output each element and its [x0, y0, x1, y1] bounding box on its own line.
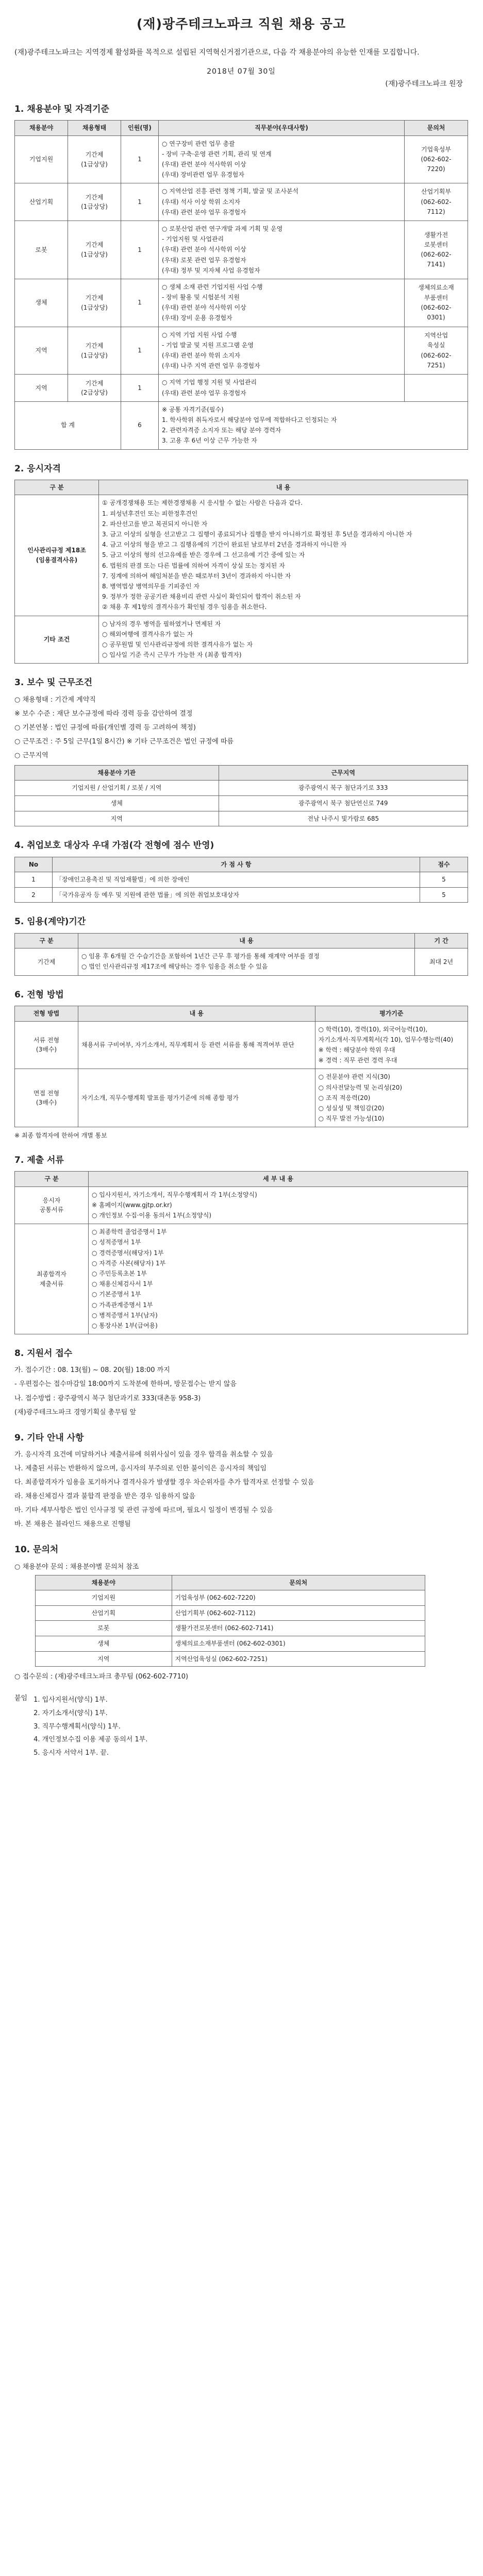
position-duties: [159, 327, 405, 375]
table-row: [15, 781, 468, 796]
position-duties: [159, 375, 405, 401]
position-duties: [159, 221, 405, 279]
selection-content: 채용서류 구비여부, 자기소개서, 직무계획서 등 관련 서류를 통해 적격여부 판단: [78, 1021, 315, 1069]
criteria-line: ○ 직무 발전 가능성(10): [318, 1115, 385, 1123]
section-2-heading: 2. 응시자격: [14, 463, 61, 474]
duty-line: (우대) 로봇 관련 업무 유경험자: [162, 256, 246, 264]
eligibility-line: ② 채용 후 제1항의 결격사유가 확인될 경우 임용을 취소한다.: [102, 603, 267, 611]
table-row: [15, 221, 468, 279]
document-group: 최종합격자 제출서류: [15, 1224, 89, 1334]
column-header: 세 부 내 용: [89, 1172, 468, 1187]
contact-info: 생활가전로봇센터 (062-602-7141): [172, 1621, 425, 1636]
total-label: 합 계: [15, 401, 121, 449]
section-4-heading: 4. 취업보호 대상자 우대 가점(각 전형에 점수 반영): [14, 840, 214, 851]
work-location-table: [14, 765, 468, 826]
contact-table: [35, 1575, 425, 1667]
column-header: 내 용: [78, 1006, 315, 1022]
period-label: 기간제: [15, 948, 78, 975]
table-row: [36, 1651, 425, 1667]
table-row: [36, 1605, 425, 1621]
notice-date: 2018년 07월 30일: [207, 67, 276, 76]
column-header: 채용형태: [68, 121, 121, 136]
application-line: - 우편접수는 접수마감일 18:00까지 도착분에 한하며, 방문접수는 받지 않음: [14, 1380, 237, 1388]
location-field: 생체: [15, 796, 219, 811]
position-type: 기간제 (2급상당): [68, 375, 121, 401]
column-header: 점수: [420, 857, 468, 872]
condition-line: ○ 근무지역: [14, 751, 48, 759]
bonus-item: 「국가유공자 등 예우 및 지원에 관한 법률」에 의한 취업보호대상자: [53, 887, 420, 903]
notice-line: 마. 기타 세부사항은 법인 인사규정 및 관련 규정에 따르며, 필요시 일정이 변경될 수 있음: [14, 1506, 273, 1515]
period-line: ○ 임용 후 6개월 간 수습기간을 포함하여 1년간 근무 후 평가를 통해 재계약 여부를 결정: [81, 953, 320, 960]
position-type: 기간제 (1급상당): [68, 221, 121, 279]
document-group: 응시자 공통서류: [15, 1187, 89, 1224]
attachment-line: 5. 응시자 서약서 1부. 끝.: [34, 1749, 109, 1757]
application-line: (재)광주테크노파크 경영기획실 총무팀 앞: [14, 1408, 137, 1416]
eligibility-line: 2. 파산선고를 받고 복권되지 아니한 자: [102, 520, 208, 528]
duty-line: ○ 로봇산업 관련 연구개발 과제 기획 및 운영: [162, 225, 283, 232]
attachments-label: 붙임: [14, 1694, 28, 1703]
eligibility-content: [99, 495, 468, 616]
note-line: 2. 관련자격증 소지자 또는 해당 분야 경력자: [162, 427, 281, 434]
column-header: 문의처: [172, 1575, 425, 1590]
condition-line: ○ 근무조건 : 주 5일 근무(1일 8시간) ※ 기타 근무조건은 법인 규정에 따름: [14, 737, 234, 745]
table-row: [15, 811, 468, 826]
position-field: 생체: [15, 279, 68, 327]
column-header: 구 분: [15, 933, 78, 948]
eligibility-line: 9. 정부가 정한 공공기관 채용비리 관련 사실이 확인되어 합격이 취소된 자: [102, 593, 301, 601]
position-type: 기간제 (1급상당): [68, 279, 121, 327]
column-header: 가 점 사 항: [53, 857, 420, 872]
position-field: 지역: [15, 327, 68, 375]
notice-line: 가. 응시자격 요건에 미달하거나 제출서류에 허위사실이 있을 경우 합격을 취소할 수 있음: [14, 1450, 273, 1459]
page-title: (재)광주테크노파크 직원 채용 공고: [136, 16, 346, 31]
position-duties: [159, 135, 405, 183]
selection-method-table: [14, 1006, 468, 1127]
criteria-line: ○ 성실성 및 책임감(20): [318, 1104, 385, 1112]
table-row: [15, 183, 468, 221]
notes-lines: [14, 1449, 468, 1531]
general-contact: ○ 접수문의 : (재)광주테크노파크 총무팀 (062-602-7710): [14, 1673, 189, 1681]
documents-table: [14, 1171, 468, 1334]
document-line: ○ 입사지원서, 자기소개서, 직무수행계획서 각 1부(소정양식): [92, 1191, 257, 1198]
duty-line: (우대) 관련 분야 석사학위 이상: [162, 246, 246, 253]
column-header: 평가기준: [315, 1006, 468, 1022]
table-row: [15, 872, 468, 888]
position-field: 로봇: [15, 221, 68, 279]
eligibility-line: ○ 입사일 기준 즉시 근무가 가능한 자 (최종 합격자): [102, 651, 242, 659]
criteria-line: ※ 학력 : 해당분야 학위 우대: [318, 1046, 395, 1054]
criteria-line: 자기소개서·직무계획서(각 10), 업무수행능력(40): [318, 1036, 454, 1043]
duty-line: ○ 생체 소재 관련 기업지원 사업 수행: [162, 283, 263, 291]
section-8-heading: 8. 지원서 접수: [14, 1348, 73, 1359]
section-1-heading: 1. 채용분야 및 자격기준: [14, 104, 109, 114]
contact-intro: ○ 채용분야 문의 : 채용분야별 문의처 참조: [14, 1563, 139, 1571]
column-header: 근무지역: [219, 765, 468, 781]
period-value: 최대 2년: [415, 948, 468, 975]
table-row: [15, 327, 468, 375]
duty-line: (우대) 장비 운용 유경험자: [162, 314, 232, 322]
eligibility-line: 1. 피성년후견인 또는 피한정후견인: [102, 510, 198, 517]
period-line: ○ 법인 인사관리규정 제17조에 해당하는 경우 임용을 취소할 수 있음: [81, 963, 268, 971]
document-list: [89, 1224, 468, 1334]
location-place: 광주광역시 북구 첨단과기로 333: [219, 781, 468, 796]
table-row: [15, 1187, 468, 1224]
table-row: [36, 1636, 425, 1651]
position-contact: 지역산업 육성실 (062-602- 7251): [405, 327, 468, 375]
duty-line: (우대) 관련 분야 석사학위 이상: [162, 161, 246, 168]
bonus-item: 「장애인고용촉진 및 직업재활법」에 의한 장애인: [53, 872, 420, 888]
contact-field: 산업기획: [36, 1605, 172, 1621]
duty-line: ○ 연구장비 관련 업무 총괄: [162, 140, 235, 147]
column-header: 기 간: [415, 933, 468, 948]
period-content: [78, 948, 415, 975]
location-field: 지역: [15, 811, 219, 826]
document-list: [89, 1187, 468, 1224]
duty-line: (우대) 정부 및 지자체 사업 유경험자: [162, 266, 260, 274]
notice-line: 라. 채용신체검사 결과 불합격 판정을 받은 경우 임용하지 않음: [14, 1493, 196, 1501]
note-line: 3. 고용 후 6년 이상 근무 가능한 자: [162, 437, 257, 445]
duty-line: ○ 지역산업 진흥 관련 정책 기획, 발굴 및 조사분석: [162, 188, 299, 195]
document-line: ○ 성적증명서 1부: [92, 1239, 141, 1246]
condition-line: ※ 보수 수준 : 재단 보수규정에 따라 경력 등을 감안하여 결정: [14, 709, 193, 718]
position-count: 1: [121, 327, 159, 375]
attachment-line: 3. 직무수행계획서(양식) 1부.: [34, 1722, 121, 1731]
duty-line: (우대) 석사 이상 학위 소지자: [162, 198, 241, 206]
eligibility-label: 인사관리규정 제18조 (임용결격사유): [15, 495, 99, 616]
bonus-no: 2: [15, 887, 53, 903]
criteria-line: ※ 경력 : 직무 관련 경력 우대: [318, 1057, 397, 1064]
duty-line: - 기업지원 및 사업관리: [162, 235, 224, 243]
eligibility-line: ○ 해외여행에 결격사유가 없는 자: [102, 630, 193, 638]
attachment-line: 4. 개인정보수집 이용 제공 동의서 1부.: [34, 1736, 148, 1744]
criteria-line: ○ 의사전달능력 및 논리성(20): [318, 1083, 403, 1091]
duty-line: - 장비 활용 및 시험분석 지원: [162, 294, 240, 301]
eligibility-line: 6. 법원의 판결 또는 다른 법률에 의하여 자격이 상실 또는 정지된 자: [102, 562, 285, 569]
document-line: ○ 가족관계증명서 1부: [92, 1301, 153, 1309]
column-header: 내 용: [78, 933, 415, 948]
position-contact: [405, 375, 468, 401]
position-type: 기간제 (1급상당): [68, 327, 121, 375]
table-row: [15, 495, 468, 616]
table-row: [15, 279, 468, 327]
condition-line: ○ 채용형태 : 기간제 계약직: [14, 696, 96, 704]
duty-line: (우대) 나주 지역 관련 업무 유경험자: [162, 362, 260, 370]
column-header: No: [15, 857, 53, 872]
column-header: 전형 방법: [15, 1006, 78, 1022]
position-duties: [159, 183, 405, 221]
table-row: [15, 135, 468, 183]
total-count: 6: [121, 401, 159, 449]
duty-line: (우대) 관련 분야 학위 소지자: [162, 352, 241, 360]
eligibility-line: 3. 금고 이상의 실형을 선고받고 그 집행이 종료되거나 집행을 받지 아니하기로 확정된 후 5년을 경과하지 아니한 자: [102, 531, 412, 538]
duty-line: (우대) 관련 분야 업무 유경험자: [162, 208, 246, 216]
table-row: [15, 1069, 468, 1127]
attachments: [14, 1692, 147, 1761]
duty-line: - 기업 발굴 및 지원 프로그램 운영: [162, 341, 254, 349]
position-count: 1: [121, 279, 159, 327]
note-line: 1. 학사학위 취득자로서 해당분야 업무에 적합하다고 인정되는 자: [162, 416, 337, 423]
document-line: ○ 자격증 사본(해당자) 1부: [92, 1259, 166, 1267]
selection-criteria: [315, 1021, 468, 1069]
column-header: 문의처: [405, 121, 468, 136]
attachment-line: 1. 입사지원서(양식) 1부.: [34, 1696, 108, 1704]
section-9-heading: 9. 기타 안내 사항: [14, 1432, 84, 1443]
document-line: ○ 채용신체검사서 1부: [92, 1280, 153, 1288]
bonus-score: 5: [420, 887, 468, 903]
attachment-line: 2. 자기소개서(양식) 1부.: [34, 1709, 108, 1717]
application-lines: [14, 1364, 468, 1418]
selection-note: ※ 최종 합격자에 한하여 개별 통보: [14, 1132, 107, 1140]
contact-field: 로봇: [36, 1621, 172, 1636]
position-contact: 산업기획부 (062-602- 7112): [405, 183, 468, 221]
total-note: [159, 401, 468, 449]
eligibility-line: 5. 금고 이상의 형의 선고유예를 받은 경우에 그 선고유예 기간 중에 있는 자: [102, 551, 305, 559]
document-line: ○ 최종학력 졸업증명서 1부: [92, 1228, 167, 1236]
condition-line: ○ 기본연봉 : 법인 규정에 따름(개인별 경력 등 고려하여 책정): [14, 723, 196, 732]
eligibility-line: ① 공개경쟁채용 또는 제한경쟁채용 시 응시할 수 없는 사람은 다음과 같다.: [102, 499, 303, 507]
section-5-heading: 5. 임용(계약)기간: [14, 917, 86, 927]
position-count: 1: [121, 221, 159, 279]
contact-info: 산업기획부 (062-602-7112): [172, 1605, 425, 1621]
attachments-list: [34, 1692, 147, 1761]
position-field: 기업지원: [15, 135, 68, 183]
note-line: ※ 공통 자격기준(필수): [162, 405, 224, 413]
table-row: [15, 1224, 468, 1334]
application-line: 가. 접수기간 : 08. 13(월) ~ 08. 20(월) 18:00 까지: [14, 1366, 170, 1375]
eligibility-line: 8. 병역법상 병역의무를 기피중인 자: [102, 582, 199, 590]
document-line: ○ 통장사본 1부(급여용): [92, 1321, 158, 1329]
selection-content: 자기소개, 직무수행계획 발표를 평가기준에 의해 종합 평가: [78, 1069, 315, 1127]
position-field: 지역: [15, 375, 68, 401]
duty-line: (우대) 관련 분야 업무 유경험자: [162, 389, 246, 397]
bonus-score: 5: [420, 872, 468, 888]
position-count: 1: [121, 375, 159, 401]
column-header: 인원(명): [121, 121, 159, 136]
table-row: [15, 1021, 468, 1069]
section-7-heading: 7. 제출 서류: [14, 1155, 64, 1165]
eligibility-content: [99, 616, 468, 664]
position-duties: [159, 279, 405, 327]
notice-line: 바. 본 채용은 블라인드 채용으로 진행됨: [14, 1520, 131, 1529]
position-contact: 생체의료소재 부품센터 (062-602- 0301): [405, 279, 468, 327]
table-row: [36, 1590, 425, 1606]
document-line: ○ 개인정보 수집·이용 동의서 1부(소정양식): [92, 1212, 212, 1219]
table-row: [15, 375, 468, 401]
section-6-heading: 6. 전형 방법: [14, 989, 64, 1000]
position-type: 기간제 (1급상당): [68, 135, 121, 183]
position-count: 1: [121, 135, 159, 183]
table-row: [36, 1621, 425, 1636]
contact-field: 생체: [36, 1636, 172, 1651]
notice-line: 나. 제출된 서류는 반환하지 않으며, 응시자의 부주의로 인한 불이익은 응시자의 책임임: [14, 1464, 267, 1472]
positions-table: [14, 120, 468, 449]
duty-line: ○ 지역 기업 지원 사업 수행: [162, 331, 237, 338]
position-type: 기간제 (1급상당): [68, 183, 121, 221]
column-header: 채용분야: [36, 1575, 172, 1590]
selection-criteria: [315, 1069, 468, 1127]
contact-info: 기업육성부 (062-602-7220): [172, 1590, 425, 1606]
table-row: [15, 616, 468, 664]
selection-method: 면접 전형 (3배수): [15, 1069, 78, 1127]
contact-info: 지역산업육성실 (062-602-7251): [172, 1651, 425, 1667]
duty-line: (우대) 장비관련 업무 유경험자: [162, 171, 244, 179]
eligibility-label: 기타 조건: [15, 616, 99, 664]
duty-line: (우대) 관련 분야 석사학위 이상: [162, 304, 246, 312]
table-row: [15, 796, 468, 811]
position-count: 1: [121, 183, 159, 221]
document-line: ○ 경력증명서(해당자) 1부: [92, 1249, 164, 1257]
section-10-heading: 10. 문의처: [14, 1545, 59, 1555]
duty-line: - 장비 구축·운영 관련 기획, 관리 및 연계: [162, 150, 272, 158]
contact-field: 기업지원: [36, 1590, 172, 1606]
contact-field: 지역: [36, 1651, 172, 1667]
location-place: 광주광역시 북구 첨단연신로 749: [219, 796, 468, 811]
table-row: [15, 887, 468, 903]
document-body: [14, 11, 468, 1761]
signature: (재)광주테크노파크 원장: [385, 80, 463, 89]
conditions-lines: [14, 694, 468, 762]
contract-period-table: [14, 933, 468, 976]
selection-method: 서류 전형 (3배수): [15, 1021, 78, 1069]
document-line: ○ 주민등록초본 1부: [92, 1269, 147, 1277]
intro-paragraph: (재)광주테크노파크는 지역경제 활성화를 목적으로 설립된 지역혁신거점기관으로, 다음 각 채용분야의 유능한 인재를 모집합니다.: [14, 48, 420, 57]
criteria-line: ○ 전문분야 관련 지식(30): [318, 1073, 390, 1081]
total-row: [15, 401, 468, 449]
column-header: 구 분: [15, 480, 99, 495]
application-line: 나. 접수방법 : 광주광역시 북구 첨단과기로 333(대촌동 958-3): [14, 1394, 201, 1402]
location-field: 기업지원 / 산업기획 / 로봇 / 지역: [15, 781, 219, 796]
document-line: ○ 병적증명서 1부(남자): [92, 1311, 158, 1319]
table-row: [15, 948, 468, 975]
eligibility-line: 7. 징계에 의하여 해임처분을 받은 때로부터 3년이 경과하지 아니한 자: [102, 572, 291, 580]
eligibility-line: ○ 공무원법 및 인사관리규정에 의한 결격사유가 없는 자: [102, 640, 253, 648]
column-header: 직무분야(우대사항): [159, 121, 405, 136]
document-line: ○ 기본증명서 1부: [92, 1291, 141, 1298]
bonus-points-table: [14, 857, 468, 903]
eligibility-table: [14, 480, 468, 664]
criteria-line: ○ 학력(10), 경력(10), 외국어능력(10),: [318, 1025, 428, 1033]
section-3-heading: 3. 보수 및 근무조건: [14, 677, 92, 688]
column-header: 구 분: [15, 1172, 89, 1187]
contact-info: 생체의료소재부품센터 (062-602-0301): [172, 1636, 425, 1651]
position-field: 산업기획: [15, 183, 68, 221]
column-header: 채용분야: [15, 121, 68, 136]
eligibility-line: ○ 남자의 경우 병역을 필하였거나 면제된 자: [102, 620, 221, 628]
document-line: ※ 홈페이지(www.gjtp.or.kr): [92, 1201, 172, 1209]
duty-line: ○ 지역 기업 행정 지원 및 사업관리: [162, 379, 257, 386]
bonus-no: 1: [15, 872, 53, 888]
column-header: 내 용: [99, 480, 468, 495]
position-contact: 생활가전 로봇센터 (062-602- 7141): [405, 221, 468, 279]
notice-line: 다. 최종합격자가 임용을 포기하거나 결격사유가 발생할 경우 차순위자를 추가 합격자로 선정할 수 있음: [14, 1479, 314, 1487]
position-contact: 기업육성부 (062-602- 7220): [405, 135, 468, 183]
column-header: 채용분야 기관: [15, 765, 219, 781]
criteria-line: ○ 조직 적응력(20): [318, 1094, 371, 1101]
eligibility-line: 4. 금고 이상의 형을 받고 그 집행유예의 기간이 완료된 날로부터 2년을 경과하지 아니한 자: [102, 541, 347, 549]
location-place: 전남 나주시 빛가람로 685: [219, 811, 468, 826]
